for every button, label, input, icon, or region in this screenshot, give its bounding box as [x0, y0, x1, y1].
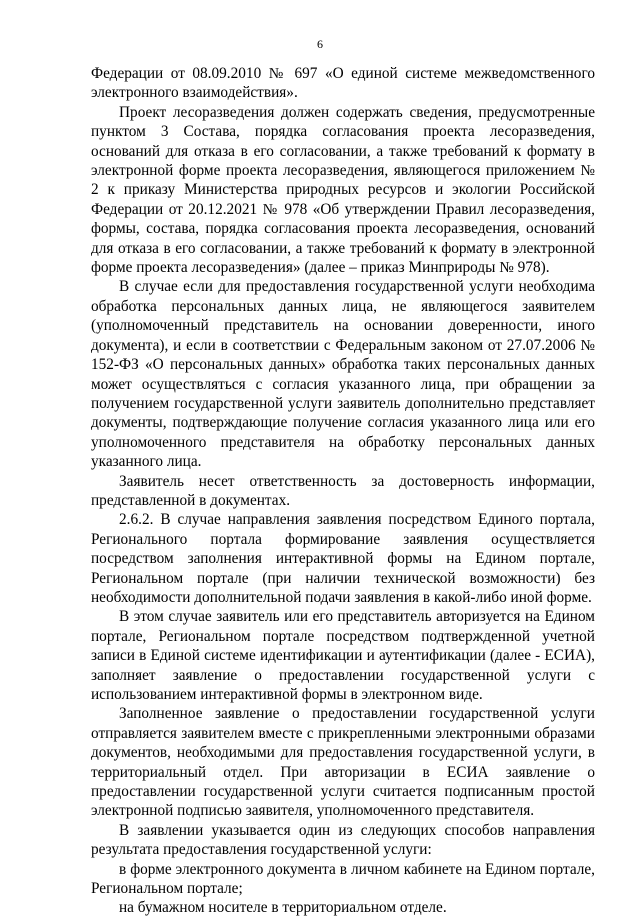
- paragraph-2-6-2: 2.6.2. В случае направления заявления посредством Единого портала, Регионального портала формирование заявления осуществляется посредством заполнения интерактивной формы на Едином портале, Региональном портале (при наличии технической возможности) без необходимости дополнительной подачи заявления в какой-либо иной форме.: [91, 511, 595, 606]
- paragraph-afforestation-project: Проект лесоразведения должен содержать сведения, предусмотренные пунктом 3 Состава, порядка согласования проекта лесоразведения, оснований для отказа в его согласовании, а также требований к формату в электронной форме проекта лесоразведения, являющегося приложением № 2 к приказу Министерства природных ресурсов и экологии Российской Федерации от 20.12.2021 № 978 «Об утверждении Правил лесоразведения, формы, состава, порядка согласования проекта лесоразведения, оснований для отказа в его согласовании, а также требований к формату в электронной форме проекта лесоразведения» (далее – приказ Минприроды № 978).: [91, 103, 595, 277]
- paragraph-result-methods: В заявлении указывается один из следующих способов направления результата предоставления государственной услуги:: [91, 821, 595, 859]
- document-body: [91, 64, 595, 918]
- page-number: 6: [317, 37, 323, 51]
- paragraph-esia-authorization: В этом случае заявитель или его представитель авторизуется на Едином портале, Региональном портале посредством подтвержденной учетной записи в Единой системе идентификации и аутентификации (далее - ЕСИА), заполняет заявление о предоставлении государственной услуги с использованием интерактивной формы в электронном виде.: [91, 608, 595, 703]
- paragraph-submission: Заполненное заявление о предоставлении государственной услуги отправляется заявителем вместе с прикрепленными электронными образами документов, необходимыми для предоставления государственной услуги, в территориальный отдел. При авторизации в ЕСИА заявление о предоставлении государственной услуги считается подписанным простой электронной подписью заявителя, уполномоченного представителя.: [91, 705, 595, 820]
- paragraph-federal-law-continuation: Федерации от 08.09.2010 № 697 «О единой системе межведомственного электронного взаимодействия».: [91, 65, 595, 102]
- paragraph-method-electronic: в форме электронного документа в личном кабинете на Едином портале, Региональном портале;: [91, 860, 595, 898]
- paragraph-personal-data: В случае если для предоставления государственной услуги необходима обработка персональных данных лица, не являющегося заявителем (уполномоченный представитель на основании доверенности, иного документа), и если в соответствии с Федеральным законом от 27.07.2006 № 152-ФЗ «О персональных данных» обработка таких персональных данных может осуществляться с согласия указанного лица, при обращении за получением государственной услуги заявитель дополнительно представляет документы, подтверждающие получение согласия указанного лица или его уполномоченного представителя на обработку персональных данных указанного лица.: [91, 278, 595, 471]
- paragraph-method-paper: на бумажном носителе в территориальном отделе.: [119, 899, 447, 917]
- paragraph-applicant-responsibility: Заявитель несет ответственность за достоверность информации, представленной в документах.: [91, 472, 595, 509]
